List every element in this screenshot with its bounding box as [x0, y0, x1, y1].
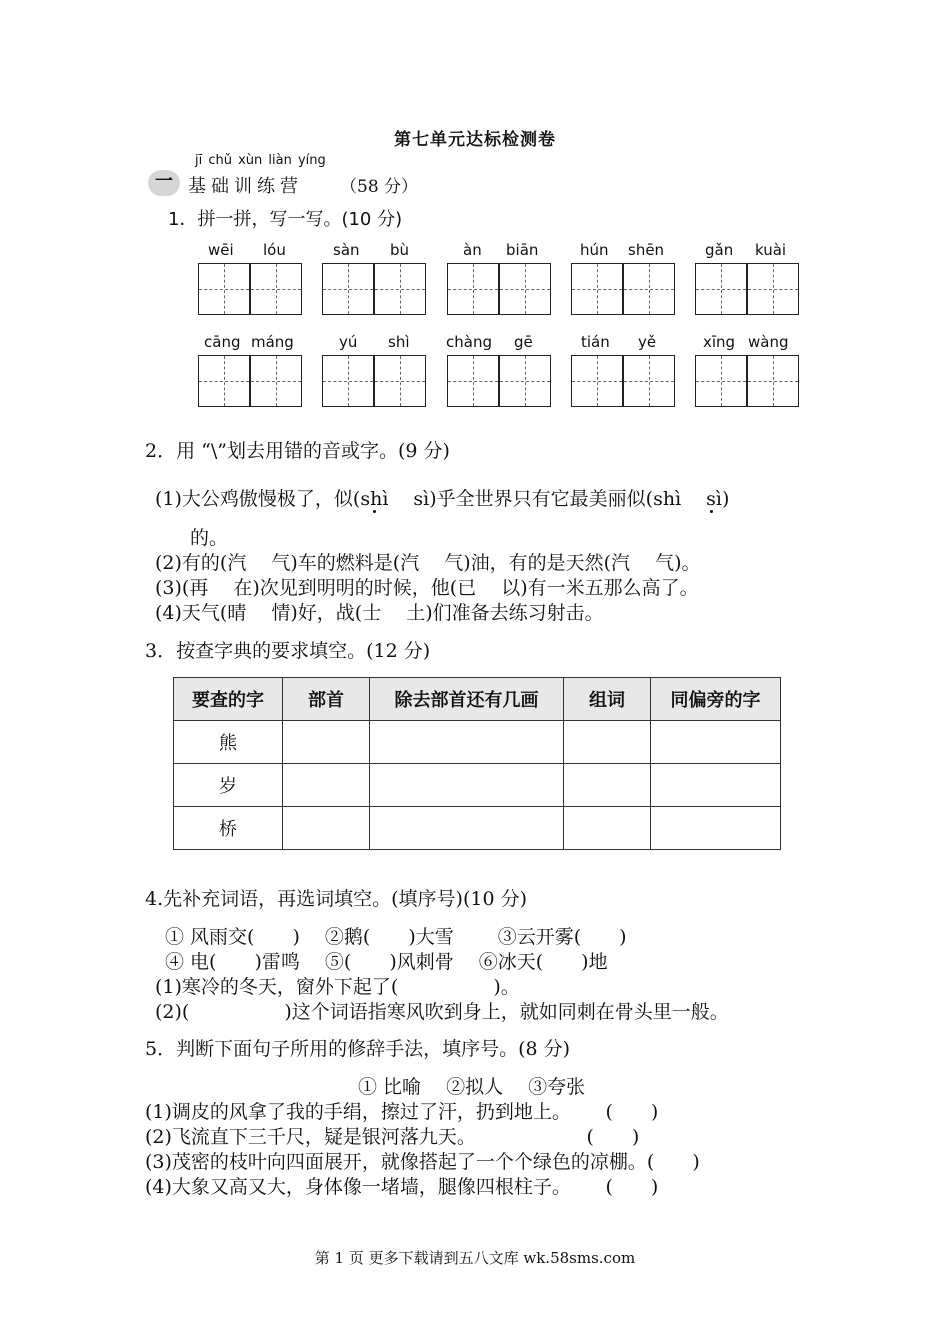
lookup-character: 熊 [174, 721, 283, 764]
answer-cell[interactable] [564, 764, 651, 807]
q5-line-4: (4)大象又高又大，身体像一堵墙，腿像四根柱子。 ( ) [145, 1176, 659, 1198]
answer-cell[interactable] [370, 807, 564, 850]
writing-box[interactable] [623, 263, 675, 315]
pinyin-syllable: biān [506, 241, 539, 259]
pinyin-syllable: máng [251, 333, 294, 351]
answer-cell[interactable] [651, 721, 781, 764]
writing-box[interactable] [374, 355, 426, 407]
q4-line-4: (2)( )这个词语指寒风吹到身上，就如同刺在骨头里一般。 [155, 1001, 729, 1023]
answer-cell[interactable] [564, 807, 651, 850]
pinyin-syllable: kuài [755, 241, 787, 259]
answer-cell[interactable] [283, 764, 370, 807]
writing-box[interactable] [499, 355, 551, 407]
pinyin-syllable: cāng [204, 333, 241, 351]
column-header: 同偏旁的字 [651, 678, 781, 721]
answer-cell[interactable] [651, 807, 781, 850]
table-row [174, 764, 781, 807]
writing-box[interactable] [198, 355, 250, 407]
q2-line-4: (4)天气(晴 情)好，战(士 土)们准备去练习射击。 [155, 602, 604, 624]
pinyin-syllable: chàng [446, 333, 492, 351]
writing-box[interactable] [322, 355, 374, 407]
writing-box[interactable] [695, 263, 747, 315]
section-number-badge: 一 [148, 170, 180, 196]
question-3-label: 3．按查字典的要求填空。(12 分) [145, 640, 431, 662]
table-row [174, 721, 781, 764]
pinyin-syllable: gē [514, 333, 533, 351]
writing-box[interactable] [322, 263, 374, 315]
answer-cell[interactable] [370, 721, 564, 764]
q2-line-1-continued: 的。 [190, 527, 229, 549]
q5-line-2: (2)飞流直下三千尺，疑是银河落九天。 ( ) [145, 1126, 640, 1148]
page-footer: 第 1 页 更多下载请到五八文库 wk.58sms.com [314, 1249, 636, 1267]
writing-box[interactable] [250, 263, 302, 315]
pinyin-syllable: yú [339, 333, 358, 351]
emphasis-dot [373, 510, 376, 513]
writing-box[interactable] [747, 355, 799, 407]
q2-line-3: (3)(再 在)次见到明明的时候，他(已 以)有一米五那么高了。 [155, 577, 699, 599]
writing-box[interactable] [695, 355, 747, 407]
pinyin-syllable: sàn [333, 241, 360, 259]
writing-box[interactable] [447, 355, 499, 407]
q4-line-1: ① 风雨交( ) ②鹅( )大雪 ③云开雾( ) [165, 926, 627, 948]
pinyin-syllable: xīng [703, 333, 736, 351]
section-title: 基础训练营 [188, 176, 303, 197]
dictionary-table [173, 677, 781, 850]
pinyin-syllable: shēn [628, 241, 665, 259]
writing-box[interactable] [198, 263, 250, 315]
writing-box[interactable] [571, 263, 623, 315]
question-4-label: 4.先补充词语，再选词填空。(填序号)(10 分) [145, 888, 527, 910]
question-2-label: 2．用 “\”划去用错的音或字。(9 分) [145, 440, 450, 462]
writing-box[interactable] [374, 263, 426, 315]
q5-options: ① 比喻 ②拟人 ③夸张 [358, 1076, 586, 1098]
column-header: 除去部首还有几画 [370, 678, 564, 721]
table-header-row [174, 678, 781, 721]
q4-line-3: (1)寒冷的冬天，窗外下起了( )。 [155, 976, 520, 998]
table-row [174, 807, 781, 850]
q4-line-2: ④ 电( )雷鸣 ⑤( )风刺骨 ⑥冰天( )地 [165, 951, 608, 973]
q5-line-3: (3)茂密的枝叶向四面展开，就像搭起了一个个绿色的凉棚。( ) [145, 1151, 700, 1173]
writing-box[interactable] [447, 263, 499, 315]
writing-box[interactable] [250, 355, 302, 407]
section-pinyin: jī chǔ xùn liàn yíng [195, 153, 326, 168]
answer-cell[interactable] [651, 764, 781, 807]
pinyin-syllable: àn [463, 241, 482, 259]
lookup-character: 桥 [174, 807, 283, 850]
pinyin-syllable: hún [580, 241, 609, 259]
page-title: 第七单元达标检测卷 [394, 130, 556, 150]
pinyin-syllable: wēi [208, 241, 234, 259]
pinyin-syllable: shì [388, 333, 410, 351]
emphasis-dot [710, 510, 713, 513]
question-1-label: 1．拼一拼，写一写。(10 分) [168, 209, 403, 230]
section-score: （58 分） [340, 177, 419, 197]
pinyin-syllable: gǎn [705, 241, 734, 259]
pinyin-syllable: wàng [748, 333, 789, 351]
writing-box[interactable] [499, 263, 551, 315]
pinyin-syllable: bù [390, 241, 410, 259]
pinyin-syllable: yě [638, 333, 657, 351]
column-header: 要查的字 [174, 678, 283, 721]
writing-box[interactable] [623, 355, 675, 407]
q2-line-1: (1)大公鸡傲慢极了，似(shì sì)乎全世界只有它最美丽似(shì sì) [155, 488, 730, 510]
column-header: 部首 [283, 678, 370, 721]
pinyin-syllable: tián [581, 333, 610, 351]
answer-cell[interactable] [564, 721, 651, 764]
answer-cell[interactable] [370, 764, 564, 807]
writing-box[interactable] [747, 263, 799, 315]
question-5-label: 5．判断下面句子所用的修辞手法，填序号。(8 分) [145, 1038, 571, 1060]
answer-cell[interactable] [283, 807, 370, 850]
lookup-character: 岁 [174, 764, 283, 807]
writing-box[interactable] [571, 355, 623, 407]
pinyin-syllable: lóu [263, 241, 286, 259]
answer-cell[interactable] [283, 721, 370, 764]
q5-line-1: (1)调皮的风拿了我的手绢，擦过了汗，扔到地上。 ( ) [145, 1101, 659, 1123]
column-header: 组词 [564, 678, 651, 721]
q2-line-2: (2)有的(汽 气)车的燃料是(汽 气)油，有的是天然(汽 气)。 [155, 552, 701, 574]
